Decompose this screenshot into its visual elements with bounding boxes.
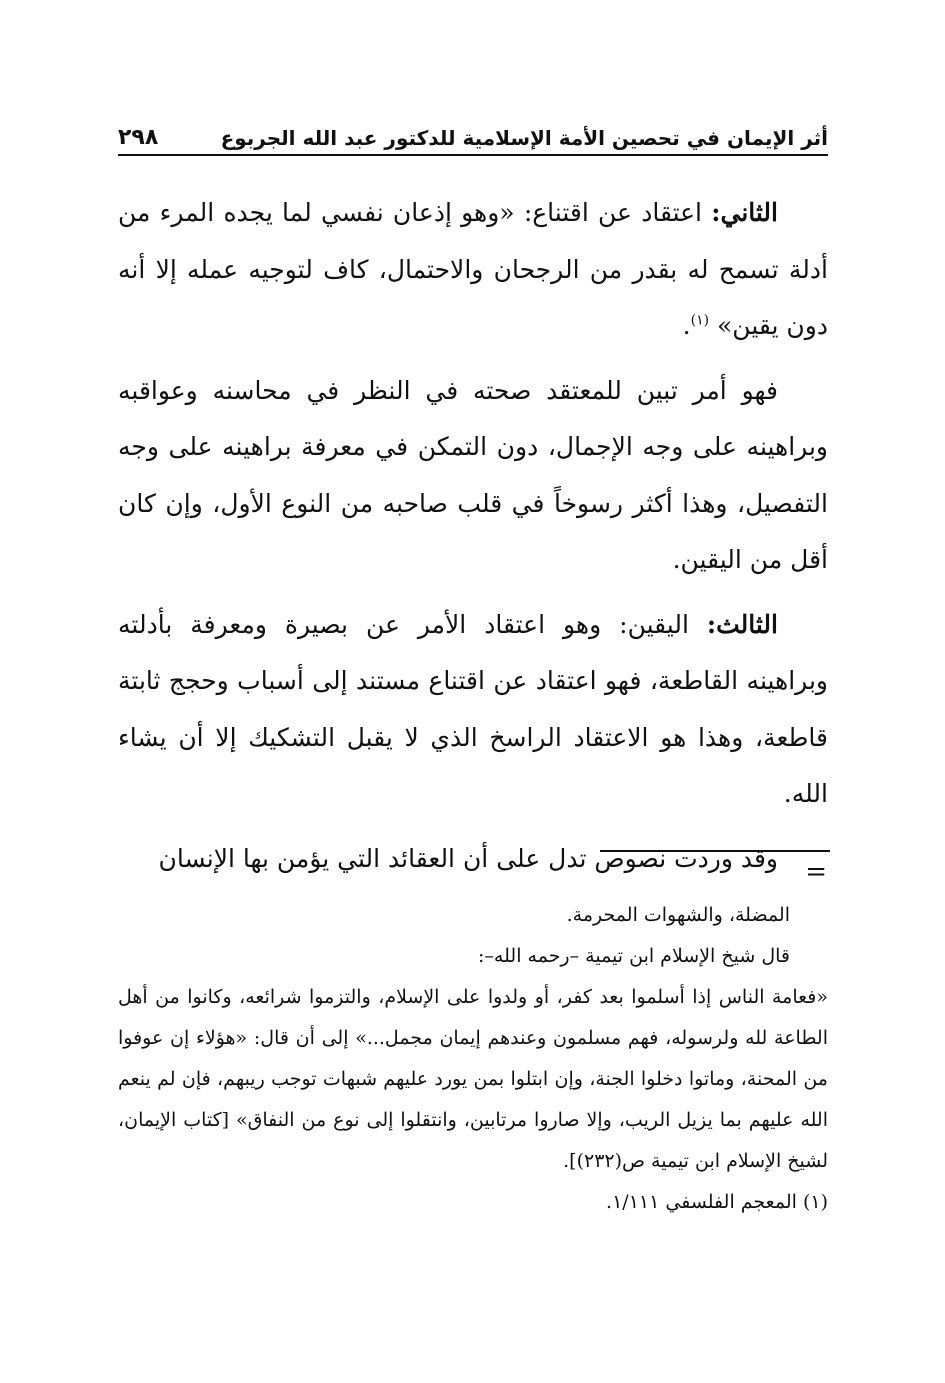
paragraph-lead-second: الثاني: bbox=[711, 198, 778, 227]
paragraph-text-second: اعتقاد عن اقتناع: «وهو إذعان نفسي لما يجده المرء من أدلة تسمح له بقدر من الرجحان والاحتمال، كاف لتوجيه عمله إلا أنه دون يقين» bbox=[118, 198, 828, 340]
paragraph-end-second: . bbox=[682, 311, 691, 340]
footnote-continued-line: المضلة، والشهوات المحرمة. bbox=[566, 904, 790, 926]
footnotes bbox=[118, 895, 828, 1223]
footnote-1: (١) المعجم الفلسفي ١/١١١. bbox=[606, 1191, 828, 1213]
paragraph-lead-third: الثالث: bbox=[706, 609, 778, 639]
paragraph-explanation: فهو أمر تبين للمعتقد صحته في النظر في محاسنه وعواقبه وبراهينه على وجه الإجمال، دون التمكن في معرفة براهينه على وجه التفصيل، وهذا أكثر رسوخاً في قلب صاحبه من النوع الأول، وإن كان أقل من اليقين. bbox=[118, 375, 828, 574]
paragraph-third-type bbox=[118, 597, 828, 823]
paragraph-text-third: اليقين: وهو اعتقاد الأمر عن بصيرة ومعرفة بأدلته وبراهينه القاطعة، فهو اعتقاد عن اقتناع مستند إلى أسباب وحجج ثابتة قاطعة، وهذا هو الاعتقاد الراسخ الذي لا يقبل التشكيك إلا أن يشاء الله. bbox=[118, 609, 828, 808]
footnote-reference-1[interactable]: (١) bbox=[690, 312, 710, 329]
paragraph-second-type bbox=[118, 185, 828, 355]
footnote-attribution: قال شيخ الإسلام ابن تيمية –رحمه الله–: bbox=[478, 945, 790, 967]
header-title: أثر الإيمان في تحصين الأمة الإسلامية للدكتور عبد الله الجربوع bbox=[220, 126, 828, 150]
footnote-separator bbox=[600, 850, 830, 852]
page-number: ٢٩٨ bbox=[118, 125, 159, 150]
footnote-quote: «فعامة الناس إذا أسلموا بعد كفر، أو ولدوا على الإسلام، والتزموا شرائعه، وكانوا من أهل الطاعة لله ولرسوله، فهم مسلمون وعندهم إيمان مجمل...» إلى أن قال: «هؤلاء إن عوفوا من المحنة، وماتوا دخلوا الجنة، وإن ابتلوا بمن يورد عليهم شبهات توجب ريبهم، فإن لم ينعم الله عليهم بما يزيل الريب، وإلا صاروا مرتابين، وانتقلوا إلى نوع من النفاق» [كتاب الإيمان، لشيخ الإسلام ابن تيمية ص(٢٣٢)]. bbox=[118, 986, 828, 1172]
body-text bbox=[118, 185, 828, 895]
running-header bbox=[118, 110, 828, 156]
footnote-continuation-mark: = bbox=[805, 857, 827, 887]
paragraph-texts-intro: وقد وردت نصوص تدل على أن العقائد التي يؤمن بها الإنسان bbox=[158, 843, 778, 873]
